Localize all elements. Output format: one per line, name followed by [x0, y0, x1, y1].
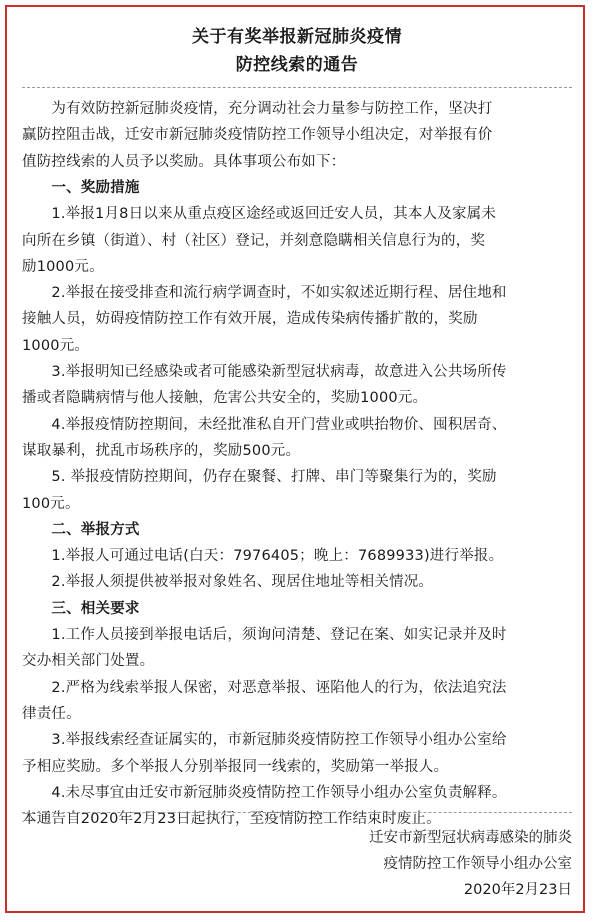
- signature-org-line-2: 疫情防控工作领导小组办公室: [383, 856, 572, 872]
- body-line: 2.举报人须提供被举报对象姓名、现居住地址等相关情况。: [22, 574, 434, 591]
- divider-bottom: [22, 812, 572, 813]
- body-line: 赢防控阻击战，迁安市新冠肺炎疫情防控工作领导小组决定，对举报有价: [22, 127, 493, 144]
- body-line: 谋取暴利，扰乱市场秩序的，奖励500元。: [22, 442, 301, 459]
- notice-title-line-2: 防控线索的通告: [235, 55, 359, 75]
- body-line: 4.举报疫情防控期间，未经批准私自开门营业或哄抬物价、囤积居奇、: [22, 416, 507, 433]
- notice-title-line-1: 关于有奖举报新冠肺炎疫情: [192, 27, 402, 47]
- section-heading: 一、奖励措施: [22, 179, 140, 196]
- body-line: 1.举报1月8日以来从重点疫区途经或返回迁安人员，其本人及家属未: [22, 206, 497, 223]
- body-line: 予相应奖励。多个举报人分别举报同一线索的，奖励第一举报人。: [22, 758, 449, 775]
- body-line: 3.举报明知已经感染或者可能感染新型冠状病毒，故意进入公共场所传: [22, 364, 507, 380]
- body-line: 播或者隐瞒病情与他人接触，危害公共安全的，奖励1000元。: [22, 390, 428, 407]
- signature-org-line-1: 迁安市新型冠状病毒感染的肺炎: [369, 830, 572, 846]
- body-line: 2.举报在接受排查和流行病学调查时，不如实叙述近期行程、居住地和: [22, 285, 507, 302]
- section-heading: 二、举报方式: [22, 521, 140, 538]
- body-line: 3.举报线索经查证属实的，市新冠肺炎疫情防控工作领导小组办公室给: [22, 732, 507, 749]
- body-line: 接触人员，妨碍疫情防控工作有效开展，造成传染病传播扩散的，奖励: [22, 311, 478, 328]
- body-line: 为有效防控新冠肺炎疫情，充分调动社会力量参与防控工作，坚决打: [22, 101, 493, 117]
- section-heading: 三、相关要求: [22, 600, 140, 617]
- body-line: 1.工作人员接到举报电话后，须询问清楚、登记在案、如实记录并及时: [22, 627, 507, 643]
- body-line: 1000元。: [22, 337, 90, 354]
- body-line: 向所在乡镇（街道）、村（社区）登记，并刻意隐瞒相关信息行为的，奖: [22, 232, 486, 249]
- body-line: 100元。: [22, 495, 80, 512]
- body-line: 4.未尽事宜由迁安市新冠肺炎疫情防控工作领导小组办公室负责解释。: [22, 784, 507, 801]
- body-line: 交办相关部门处置。: [22, 653, 155, 670]
- body-line: 本通告自2020年2月23日起执行，至疫情防控工作结束时废止。: [22, 811, 441, 828]
- body-line: 5. 举报疫情防控期间，仍存在聚餐、打牌、串门等聚集行为的，奖励: [22, 469, 497, 486]
- signature-date: 2020年2月23日: [463, 882, 572, 898]
- body-line: 律责任。: [22, 705, 81, 722]
- body-line: 1.举报人可通过电话(白天：7976405；晚上：7689933)进行举报。: [22, 548, 504, 565]
- body-line: 值防控线索的人员予以奖励。具体事项公布如下：: [22, 153, 346, 170]
- body-line: 励1000元。: [22, 258, 104, 275]
- body-line: 2.严格为线索举报人保密，对恶意举报、诬陷他人的行为，依法追究法: [22, 679, 507, 696]
- divider-top: [22, 87, 572, 88]
